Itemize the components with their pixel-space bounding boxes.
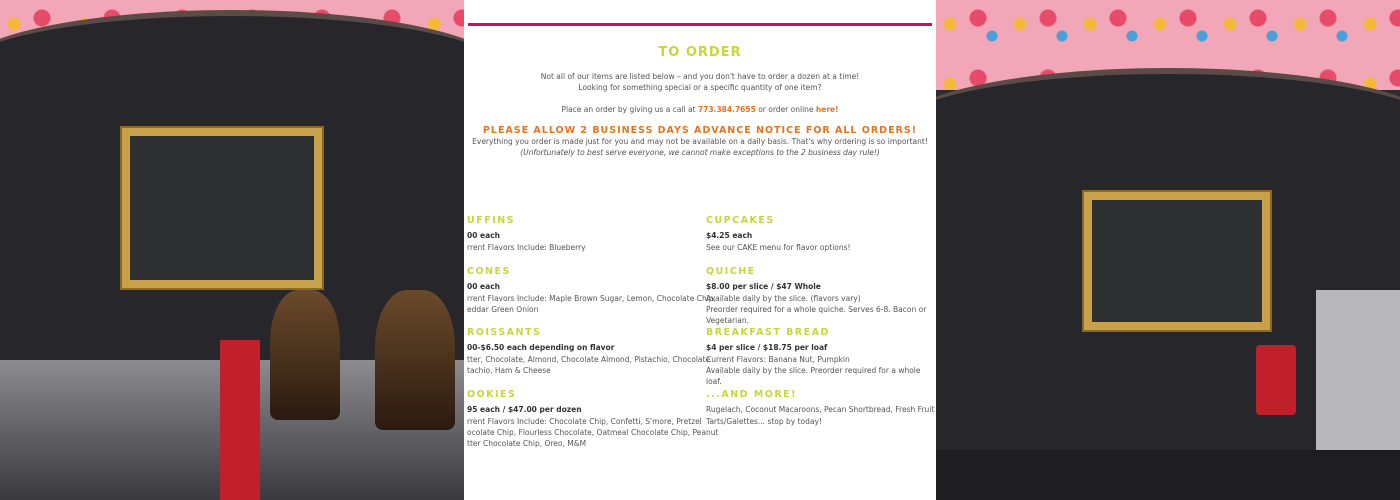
- menu-item: [706, 266, 936, 326]
- menu-item: [706, 327, 936, 387]
- coffee-grinder: [270, 290, 340, 420]
- menu-item-description: tter, Chocolate, Almond, Chocolate Almond, Pistachio, Chocolate: [467, 354, 711, 364]
- place-order-suffix: !: [835, 105, 839, 114]
- menu-item-description: Available daily by the slice. Preorder required for a whole loaf.: [706, 365, 921, 387]
- menu-item-price: 00-$6.50 each depending on flavor: [467, 343, 615, 353]
- divider-rule: [468, 23, 932, 26]
- menu-item-title: QUICHE: [706, 266, 756, 277]
- place-order-text: [464, 105, 936, 114]
- menu-item: [467, 389, 718, 449]
- cafe-menu-board-photo-left: [0, 0, 464, 500]
- order-info-panel: [464, 0, 936, 500]
- menu-item-price: 95 each / $47.00 per dozen: [467, 405, 582, 415]
- gold-menu-frame: [122, 128, 322, 288]
- menu-item: [467, 266, 716, 315]
- menu-item-price: $4.25 each: [706, 231, 753, 241]
- menu-item-description: ocolate Chip, Flourless Chocolate, Oatmeal Chocolate Chip, Peanut: [467, 427, 719, 437]
- menu-item-title: ...AND MORE!: [706, 389, 797, 400]
- menu-item-price: $8.00 per slice / $47 Whole: [706, 282, 821, 292]
- menu-item-description: tachio, Ham & Cheese: [467, 365, 551, 375]
- menu-item-price: $4 per slice / $18.75 per loaf: [706, 343, 828, 353]
- menu-item: [467, 327, 710, 376]
- coffee-grinder: [375, 290, 455, 430]
- place-order-prefix: Place an order by giving us a call at: [561, 105, 698, 114]
- menu-item-title: CONES: [467, 266, 511, 277]
- menu-item-description: Available daily by the slice. (flavors vary): [706, 293, 861, 303]
- menu-item-description: tter Chocolate Chip, Oreo, M&M: [467, 439, 587, 449]
- menu-item-description: rrent Flavors Include: Chocolate Chip, Confetti, S'more, Pretzel: [467, 416, 702, 426]
- intro-line-1: Not all of our items are listed below – and you don't have to order a dozen at a time!: [540, 72, 860, 81]
- menu-item: [706, 389, 934, 427]
- menu-item-description: Preorder required for a whole quiche. Serves 6-8. Bacon or Vegetarian.: [706, 304, 927, 326]
- menu-item-description: Tarts/Galettes... stop by today!: [706, 416, 822, 426]
- page-title: TO ORDER: [658, 45, 742, 60]
- menu-item-title: OOKIES: [467, 389, 517, 400]
- red-grinder: [1256, 345, 1296, 415]
- phone-link[interactable]: 773.384.7655: [697, 105, 756, 114]
- menu-item-description: rrent Flavors Include: Blueberry: [467, 242, 586, 252]
- menu-item-description: See our CAKE menu for flavor options!: [706, 242, 851, 252]
- menu-item-price: 00 each: [467, 231, 500, 241]
- menu-item-description: Rugelach, Coconut Macaroons, Pecan Shortbread, Fresh Fruit: [706, 405, 935, 415]
- notice-heading: PLEASE ALLOW 2 BUSINESS DAYS ADVANCE NOTICE FOR ALL ORDERS!: [482, 125, 918, 136]
- intro-line-2: Looking for something special or a specific quantity of one item?: [578, 83, 822, 92]
- notice-line-2: (Unfortunately to best serve everyone, we cannot make exceptions to the 2 business day rule!): [520, 148, 880, 157]
- menu-item-description: Current Flavors: Banana Nut, Pumpkin: [706, 354, 850, 364]
- menu-item-title: ROISSANTS: [467, 327, 542, 338]
- menu-item-description: rrent Flavors Include: Maple Brown Sugar, Lemon, Chocolate Chip,: [467, 293, 716, 303]
- menu-item-title: CUPCAKES: [706, 215, 775, 226]
- coffee-brewer: [1316, 290, 1400, 450]
- place-order-middle: or order online: [755, 105, 816, 114]
- menu-item-price: 00 each: [467, 282, 500, 292]
- menu-item: [467, 215, 586, 253]
- red-machine-panel: [220, 340, 260, 500]
- menu-item-title: UFFINS: [467, 215, 516, 226]
- menu-item-title: BREAKFAST BREAD: [706, 327, 830, 338]
- cafe-menu-board-photo-right: [936, 0, 1400, 500]
- gold-menu-frame: [1084, 192, 1270, 330]
- menu-item-description: eddar Green Onion: [467, 304, 539, 314]
- notice-line-1: Everything you order is made just for you and may not be available on a daily basis. That's why ordering is so important!: [472, 137, 928, 146]
- order-online-link[interactable]: here: [815, 105, 836, 114]
- counter-cabinet: [936, 450, 1400, 500]
- menu-item: [706, 215, 851, 253]
